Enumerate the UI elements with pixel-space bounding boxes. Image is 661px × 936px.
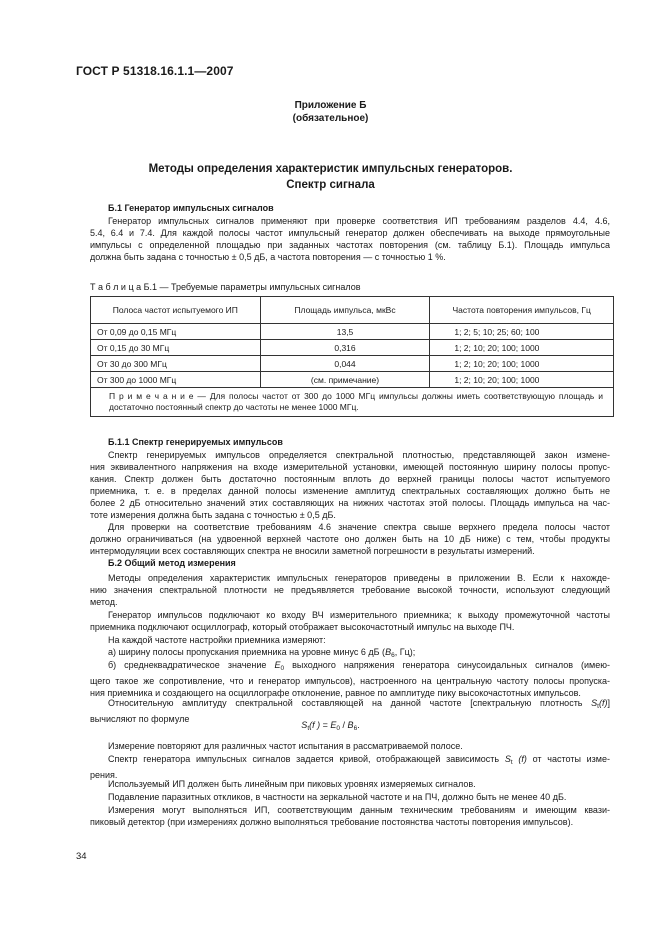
math-symbol: S bbox=[504, 754, 511, 764]
table-cell: От 0,09 до 0,15 МГц bbox=[91, 324, 261, 340]
math-subscript: t bbox=[597, 703, 599, 710]
text-line: Измерения могут выполняться ИП, соответствующим данным техническим требованиям и имеющим квази- bbox=[108, 805, 610, 815]
math-operator: = bbox=[320, 720, 331, 730]
math-symbol: B bbox=[385, 647, 392, 657]
text-line: приемника, т. е. в пределах данной полосы изменение амплитуд спектральных составляющих должно быть не bbox=[90, 486, 610, 496]
math-argument: (f) bbox=[598, 698, 608, 708]
table-cell: От 300 до 1000 МГц bbox=[91, 372, 261, 388]
b2-paragraph-1 bbox=[90, 572, 610, 608]
text-fragment: б) среднеквадратическое значение bbox=[108, 660, 275, 670]
math-argument: (f ) bbox=[309, 720, 321, 730]
text-line bbox=[90, 753, 610, 769]
table-note: П р и м е ч а н и е — Для полосы частот от 300 до 1000 МГц импульсы должны иметь соответствующую площадь и достаточно постоянный спектр до частоты не менее 1000 МГц. bbox=[91, 388, 614, 417]
math-symbol: E bbox=[274, 660, 281, 670]
text-fragment: Относительную амплитуду спектральной составляющей на данной частоте [спектральную плотность bbox=[108, 698, 592, 708]
appendix-title: Приложение Б bbox=[294, 100, 367, 111]
b2-paragraph-9 bbox=[90, 804, 610, 828]
math-argument: (f) bbox=[512, 754, 527, 764]
math-subscript: t bbox=[307, 725, 310, 732]
b2-paragraph-3 bbox=[90, 634, 610, 646]
text-line: ния приемника и создающего на осциллографе отклонение, равное по амплитуде пику высокочастотных импульсов. bbox=[90, 688, 581, 698]
text-line: Генератор импульсных сигналов применяют при проверке соответствия ИП требованиям разделов 4.4, 4.6, bbox=[108, 216, 610, 226]
b1-heading: Б.1 Генератор импульсных сигналов bbox=[108, 203, 274, 213]
text-line: пиковый детектор (при измерениях должно выполняться требование постоянства частоты повторения импульсов). bbox=[90, 817, 574, 827]
text-line: кания. Спектр должен быть достаточно постоянным вплоть до верхней границы полосы частот испытуемого bbox=[90, 474, 610, 484]
text-fragment: , Гц); bbox=[394, 647, 416, 657]
table-row bbox=[91, 324, 614, 340]
text-line: Используемый ИП должен быть линейным при пиковых уровнях измеряемых сигналов. bbox=[108, 779, 476, 789]
text-fragment: выходного напряжения генератора синусоидальных сигналов (имею- bbox=[284, 660, 610, 670]
text-line: Спектр генерируемых импульсов определяется спектральной плотностью, представляющей закон измене- bbox=[108, 450, 610, 460]
table-cell: 1; 2; 5; 10; 25; 60; 100 bbox=[430, 324, 614, 340]
b2-paragraph-6 bbox=[90, 753, 610, 781]
table-cell: (см. примечание) bbox=[260, 372, 430, 388]
text-line: импульсы с определенной площадью при заданных частотах повторения (см. таблицу Б.1). Площадь импульса bbox=[90, 240, 610, 250]
text-fragment: а) ширину полосы пропускания приемника на уровне минус 6 дБ ( bbox=[108, 647, 386, 657]
text-fragment: ] bbox=[607, 698, 610, 708]
b2-paragraph-2 bbox=[90, 609, 610, 633]
text-line: интермодуляции всех составляющих спектра не вносили заметной погрешности в результаты измерений. bbox=[90, 546, 535, 556]
section-title bbox=[0, 161, 661, 193]
column-header: Частота повторения импульсов, Гц bbox=[430, 297, 614, 324]
text-line: должна быть задана с точностью ± 0,5 дБ, а частота повторения — с точностью 1 %. bbox=[90, 252, 446, 262]
appendix-status: (обязательное) bbox=[292, 113, 369, 124]
text-fragment: от частоты изме- bbox=[526, 754, 610, 764]
table-caption: Т а б л и ц а Б.1 — Требуемые параметры импульсных сигналов bbox=[90, 282, 361, 292]
table-cell: 1; 2; 10; 20; 100; 1000 bbox=[430, 372, 614, 388]
text-line bbox=[90, 659, 610, 675]
table-note-row bbox=[91, 388, 614, 417]
math-subscript: 6 bbox=[353, 725, 358, 732]
table-row bbox=[91, 372, 614, 388]
b2-paragraph-5 bbox=[90, 740, 610, 752]
table-row bbox=[91, 340, 614, 356]
text-line: метод. bbox=[90, 597, 118, 607]
math-symbol: B bbox=[347, 720, 354, 730]
text-line: Для проверки на соответствие требованиям 4.6 значение спектра свыше верхнего предела полосы частот bbox=[108, 522, 610, 532]
math-symbol: S bbox=[301, 720, 308, 730]
b11-paragraph-1 bbox=[90, 449, 610, 521]
text-line: рения. bbox=[90, 770, 118, 780]
section-title-line-2: Спектр сигнала bbox=[286, 179, 375, 191]
text-line: ния эквивалентного напряжения на входе измерительной установки, имеющей постоянную ширину полосы пропус- bbox=[90, 462, 610, 472]
text-line: вычисляют по формуле bbox=[90, 714, 190, 724]
table-cell: 1; 2; 10; 20; 100; 1000 bbox=[430, 356, 614, 372]
math-subscript: 0 bbox=[336, 725, 341, 732]
table-row bbox=[91, 356, 614, 372]
math-operator: . bbox=[357, 720, 360, 730]
table-cell: От 30 до 300 МГц bbox=[91, 356, 261, 372]
text-line: Подавление паразитных откликов, в частности на зеркальной частоте и на ПЧ, должно быть не менее 40 дБ. bbox=[108, 792, 567, 802]
table-cell: 1; 2; 10; 20; 100; 1000 bbox=[430, 340, 614, 356]
text-line: щего такое же сопротивление, что и генератор импульсов), настроенного на центральную частоту полосы пропуска- bbox=[90, 676, 610, 686]
math-symbol: S bbox=[591, 698, 598, 708]
b2-item-b bbox=[90, 659, 610, 699]
text-line: нию значения спектральной плотности не предъявляется требование высокой точности, используют следующий bbox=[90, 585, 610, 595]
parameters-table bbox=[90, 296, 614, 417]
text-line: На каждой частоте настройки приемника измеряют: bbox=[108, 635, 326, 645]
text-fragment: Спектр генератора импульсных сигналов задается кривой, отображающей зависимость bbox=[108, 754, 505, 764]
table-header-row bbox=[91, 297, 614, 324]
table-cell: 0,044 bbox=[260, 356, 430, 372]
b11-paragraph-2 bbox=[90, 521, 610, 557]
b2-paragraph-8 bbox=[90, 791, 610, 803]
text-line: более 2 дБ относительно значений этих составляющих на нижних частотах этой полосы. Площадь импульса на час- bbox=[90, 498, 610, 508]
text-line: Методы определения характеристик импульсных генераторов приведены в приложении В. Если к нахожде- bbox=[108, 573, 610, 583]
math-operator: / bbox=[340, 720, 348, 730]
math-subscript: 6 bbox=[391, 652, 395, 659]
formula bbox=[0, 720, 661, 732]
text-line: приемника подключают осциллограф, который отображает высокочастотный импульс на выходе ПЧ. bbox=[90, 622, 515, 632]
b11-heading: Б.1.1 Спектр генерируемых импульсов bbox=[108, 437, 283, 447]
text-line bbox=[90, 697, 610, 713]
text-line: тоте измерения должна быть задана с точностью ± 0,5 дБ. bbox=[90, 510, 336, 520]
text-line: Генератор импульсов подключают ко входу ВЧ измерительного приемника; к выходу промежуточной частоты bbox=[108, 610, 610, 620]
math-subscript: t bbox=[510, 759, 513, 766]
b2-paragraph-7 bbox=[90, 778, 610, 790]
b2-heading: Б.2 Общий метод измерения bbox=[108, 558, 236, 568]
table-cell: 0,316 bbox=[260, 340, 430, 356]
table-cell: 13,5 bbox=[260, 324, 430, 340]
text-line: 5.4, 6.4 и 7.4. Для каждой полосы частот импульсный генератор должен обеспечивать на выходе прямоугольные bbox=[90, 228, 610, 238]
text-line: Измерение повторяют для различных частот испытания в рассматриваемой полосе. bbox=[108, 741, 463, 751]
page-number: 34 bbox=[76, 851, 87, 862]
table-cell: От 0,15 до 30 МГц bbox=[91, 340, 261, 356]
text-line: должно ограничиваться (на удвоенной верхней частоте оно должен быть на 10 дБ ниже) с тем, чтобы продукты bbox=[90, 534, 610, 544]
column-header: Полоса частот испытуемого ИП bbox=[91, 297, 261, 324]
math-symbol: E bbox=[330, 720, 337, 730]
math-subscript: 0 bbox=[280, 665, 285, 672]
standard-code-header: ГОСТ Р 51318.16.1.1—2007 bbox=[76, 64, 234, 78]
section-title-line-1: Методы определения характеристик импульсных генераторов. bbox=[148, 163, 513, 175]
b1-paragraph bbox=[90, 215, 610, 263]
column-header: Площадь импульса, мкВс bbox=[260, 297, 430, 324]
